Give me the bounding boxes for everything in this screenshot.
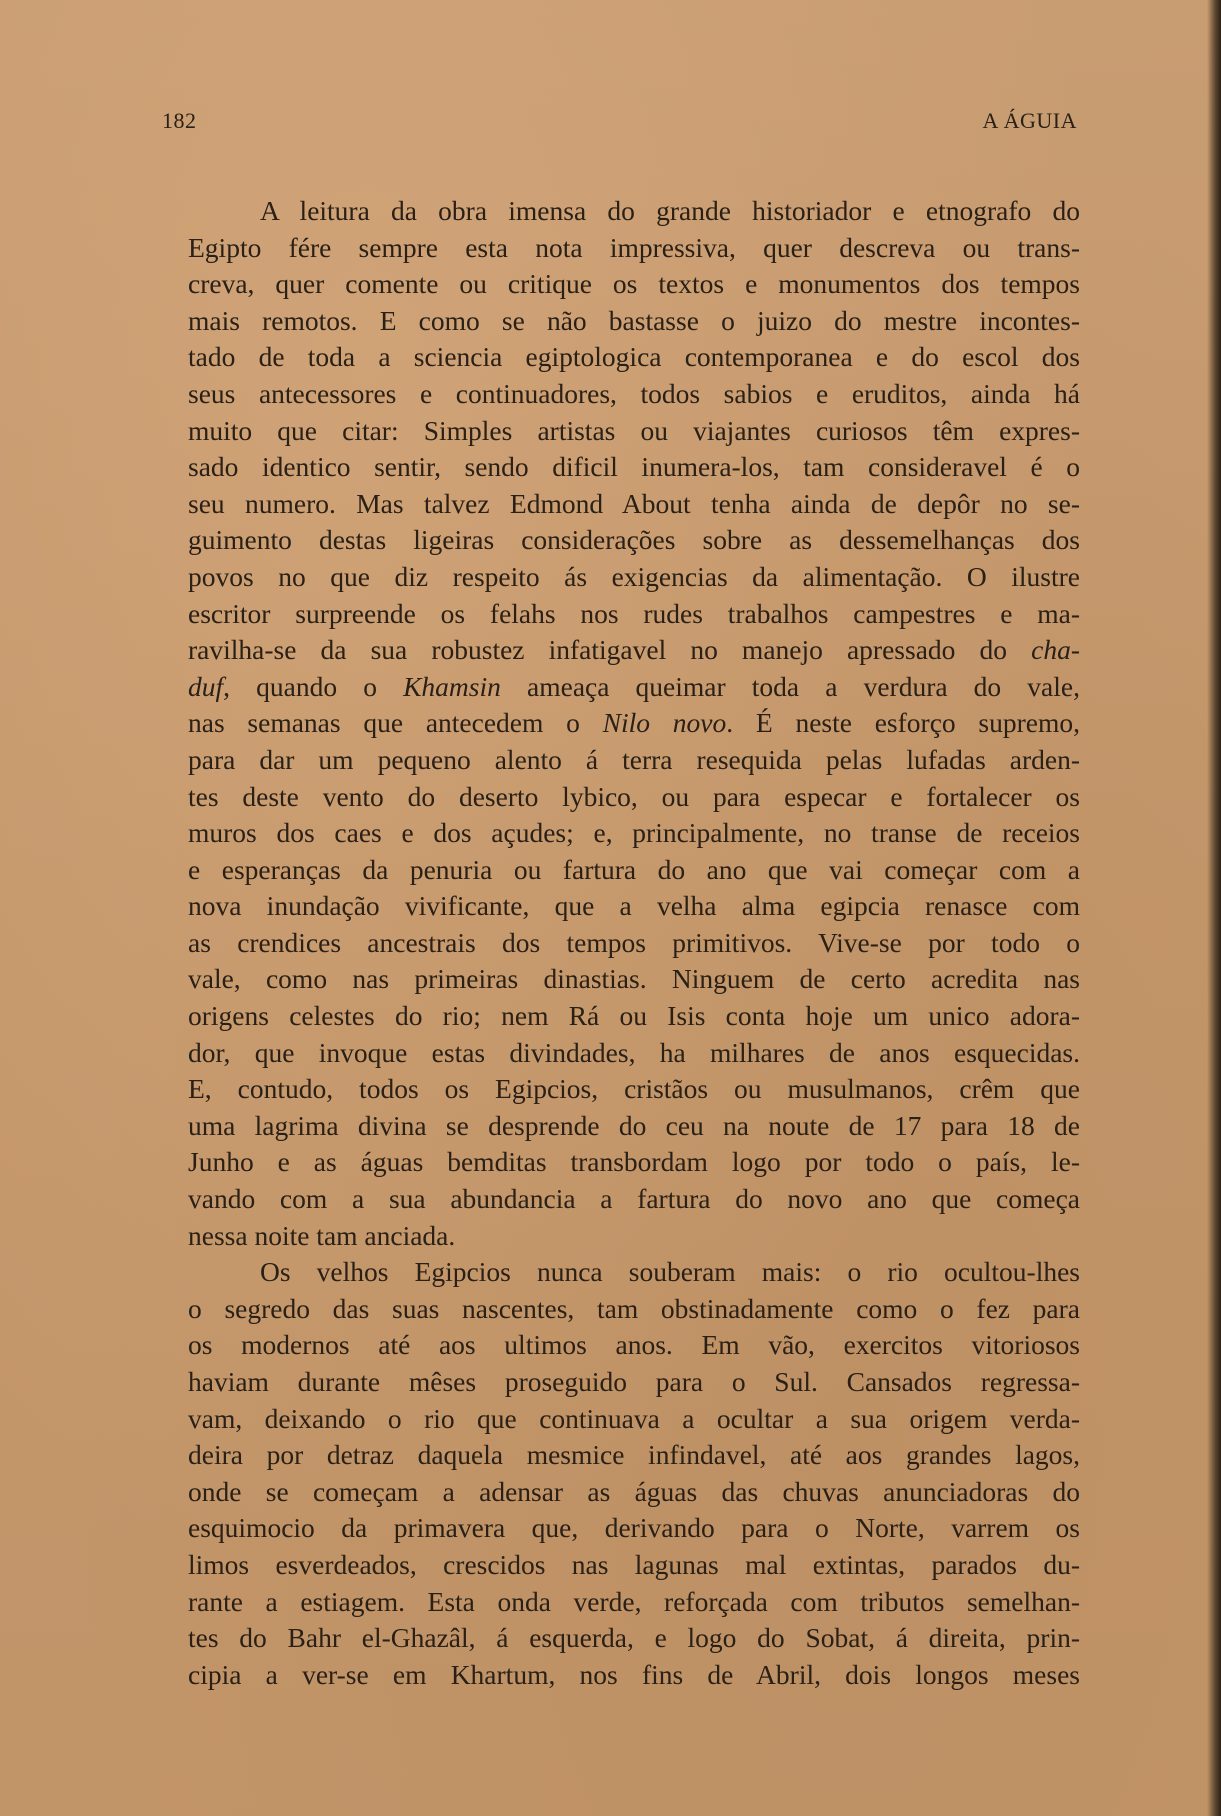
text-line: muito que citar: Simples artistas ou viajantes curiosos têm expres-	[188, 414, 1080, 446]
text-segment: ravilha-se da sua robustez infatigavel no manejo apressado do	[188, 634, 1032, 666]
text-line: Os velhos Egipcios nunca souberam mais: o rio ocultou-lhes	[260, 1256, 1080, 1288]
text-line: povos no que diz respeito ás exigencias da alimentação. O ilustre	[188, 560, 1080, 592]
page-edge-shadow	[1207, 0, 1221, 1816]
text-line: E, contudo, todos os Egipcios, cristãos ou musulmanos, crêm que	[188, 1073, 1080, 1105]
page-number: 182	[162, 108, 197, 133]
text-line: os modernos até aos ultimos anos. Em vão, exercitos vitoriosos	[188, 1329, 1080, 1361]
text-segment: ameaça queimar toda a verdura do vale,	[500, 670, 1080, 702]
text-segment: nas semanas que antecedem o	[188, 707, 603, 739]
text-line: Egipto fére sempre esta nota impressiva, quer descreva ou trans-	[188, 231, 1080, 263]
text-line: creva, quer comente ou critique os textos e monumentos dos tempos	[188, 268, 1080, 300]
italic-term-cha: cha-	[1031, 634, 1080, 666]
text-line: seus antecessores e continuadores, todos sabios e eruditos, ainda há	[188, 377, 1080, 409]
text-line: onde se começam a adensar as águas das chuvas anunciadoras do	[188, 1475, 1080, 1507]
text-line: haviam durante mêses proseguido para o Sul. Cansados regressa-	[188, 1366, 1080, 1397]
text-line: esquimocio da primavera que, derivando para o Norte, varrem os	[188, 1512, 1080, 1544]
text-line: A leitura da obra imensa do grande historiador e etnografo do	[260, 195, 1080, 226]
text-line: origens celestes do rio; nem Rá ou Isis conta hoje um unico adora-	[188, 1000, 1080, 1032]
text-line	[188, 669, 1080, 706]
text-line: uma lagrima divina se desprende do ceu na noute de 17 para 18 de	[188, 1109, 1080, 1141]
text-line: tes do Bahr el-Ghazâl, á esquerda, e logo do Sobat, á direita, prin-	[188, 1622, 1080, 1654]
text-line: vale, como nas primeiras dinastias. Ninguem de certo acredita nas	[188, 963, 1080, 995]
running-head: A ÁGUIA	[982, 108, 1077, 133]
text-segment: , quando o	[223, 670, 404, 702]
italic-term-khamsin: Khamsin	[403, 670, 501, 702]
text-line	[188, 632, 1080, 669]
text-line: cipia a ver-se em Khartum, nos fins de Abril, dois longos meses	[188, 1658, 1080, 1690]
text-line: nova inundação vivificante, que a velha alma egipcia renasce com	[188, 890, 1080, 922]
text-line: dor, que invoque estas divindades, ha milhares de anos esquecidas.	[188, 1036, 1080, 1068]
text-line: sado identico sentir, sendo dificil inumera-los, tam consideravel é o	[188, 451, 1080, 483]
text-line: seu numero. Mas talvez Edmond About tenha ainda de depôr no se-	[188, 487, 1080, 519]
text-line: limos esverdeados, crescidos nas lagunas mal extintas, parados du-	[188, 1548, 1080, 1580]
text-line: muros dos caes e dos açudes; e, principalmente, no transe de receios	[188, 817, 1080, 849]
text-line: tes deste vento do deserto lybico, ou para especar e fortalecer os	[188, 780, 1080, 812]
text-line: tado de toda a sciencia egiptologica contemporanea e do escol dos	[188, 341, 1080, 373]
text-line: Junho e as águas bemditas transbordam logo por todo o país, le-	[188, 1146, 1080, 1178]
italic-term-chaduf: duf	[188, 670, 224, 702]
body-text	[190, 193, 1080, 1693]
text-line: para dar um pequeno alento á terra resequida pelas lufadas arden-	[188, 743, 1080, 775]
page-header	[162, 108, 1077, 144]
text-line: e esperanças da penuria ou fartura do ano que vai começar com a	[188, 853, 1080, 885]
text-line: escritor surpreende os felahs nos rudes trabalhos campestres e ma-	[188, 597, 1080, 629]
text-line: vam, deixando o rio que continuava a ocultar a sua origem verda-	[188, 1402, 1080, 1434]
text-line: guimento destas ligeiras considerações sobre as dessemelhanças dos	[188, 524, 1080, 556]
text-line: o segredo das suas nascentes, tam obstinadamente como o fez para	[188, 1292, 1080, 1324]
text-line: vando com a sua abundancia a fartura do novo ano que começa	[188, 1183, 1080, 1215]
text-line	[188, 705, 1080, 742]
text-line: nessa noite tam anciada.	[188, 1219, 456, 1251]
text-line: deira por detraz daquela mesmice infindavel, até aos grandes lagos,	[188, 1439, 1080, 1471]
italic-term-nilo-novo: Nilo novo	[602, 707, 727, 739]
text-line: as crendices ancestrais dos tempos primitivos. Vive-se por todo o	[188, 926, 1080, 958]
text-line: rante a estiagem. Esta onda verde, reforçada com tributos semelhan-	[188, 1585, 1080, 1617]
text-line: mais remotos. E como se não bastasse o juizo do mestre incontes-	[188, 304, 1080, 336]
text-segment: . É neste esforço supremo,	[726, 707, 1080, 739]
